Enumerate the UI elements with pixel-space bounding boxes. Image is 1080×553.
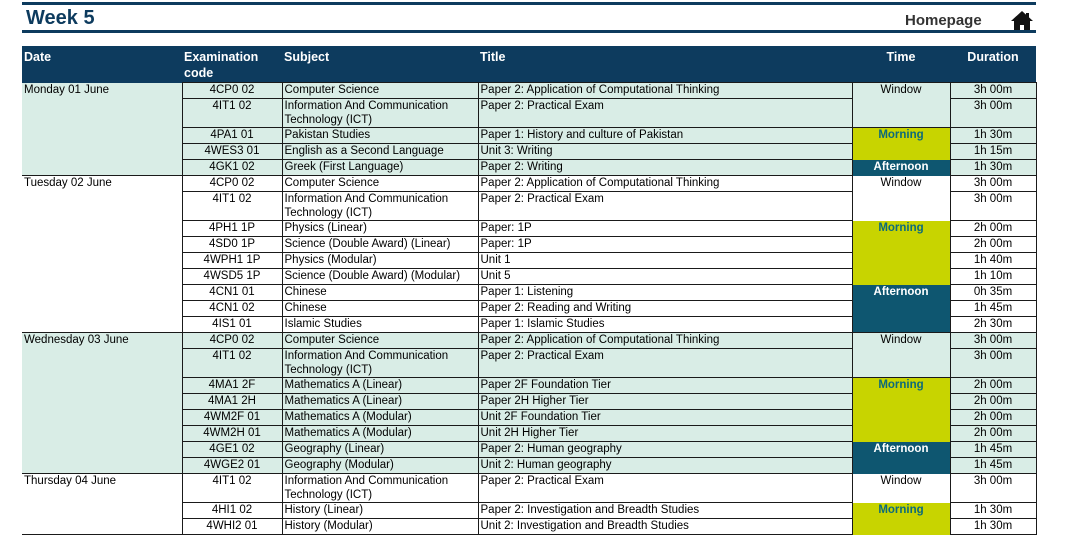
code-cell: 4WES3 01 bbox=[182, 144, 282, 160]
duration-cell: 2h 00m bbox=[950, 394, 1036, 410]
code-cell: 4WHI2 01 bbox=[182, 519, 282, 535]
subject-cell: Information And Communication Technology (ICT) bbox=[282, 474, 478, 503]
title-cell: Paper 2: Application of Computational Thinking bbox=[478, 176, 852, 192]
title-cell: Paper 1: Listening bbox=[478, 285, 852, 301]
subject-cell: Physics (Linear) bbox=[282, 221, 478, 237]
title-cell: Paper 2: Practical Exam bbox=[478, 474, 852, 503]
session-afternoon-cell: Afternoon bbox=[852, 285, 950, 333]
title-cell: Paper 2: Practical Exam bbox=[478, 349, 852, 378]
session-morning-cell: Morning bbox=[852, 221, 950, 285]
session-afternoon-cell: Afternoon bbox=[852, 442, 950, 474]
subject-cell: Information And Communication Technology (ICT) bbox=[282, 349, 478, 378]
subject-cell: Science (Double Award) (Modular) bbox=[282, 269, 478, 285]
code-cell: 4IT1 02 bbox=[182, 349, 282, 378]
title-cell: Unit 5 bbox=[478, 269, 852, 285]
header-title: Title bbox=[478, 46, 852, 83]
code-cell: 4IS1 01 bbox=[182, 317, 282, 333]
header-code: Examination code bbox=[182, 46, 282, 83]
table-row bbox=[22, 333, 1036, 349]
header-duration: Duration bbox=[950, 46, 1036, 83]
code-cell: 4PH1 1P bbox=[182, 221, 282, 237]
code-cell: 4WM2H 01 bbox=[182, 426, 282, 442]
title-cell: Unit 1 bbox=[478, 253, 852, 269]
duration-cell: 1h 30m bbox=[950, 128, 1036, 144]
duration-cell: 1h 15m bbox=[950, 144, 1036, 160]
duration-cell: 1h 10m bbox=[950, 269, 1036, 285]
duration-cell: 1h 30m bbox=[950, 160, 1036, 176]
title-cell: Paper 2: Writing bbox=[478, 160, 852, 176]
duration-cell: 3h 00m bbox=[950, 474, 1036, 503]
title-cell: Paper: 1P bbox=[478, 237, 852, 253]
title-cell: Paper 2F Foundation Tier bbox=[478, 378, 852, 394]
subject-cell: English as a Second Language bbox=[282, 144, 478, 160]
subject-cell: History (Modular) bbox=[282, 519, 478, 535]
subject-cell: Geography (Modular) bbox=[282, 458, 478, 474]
subject-cell: Mathematics A (Linear) bbox=[282, 378, 478, 394]
duration-cell: 3h 00m bbox=[950, 349, 1036, 378]
title-cell: Paper: 1P bbox=[478, 221, 852, 237]
title-cell: Paper 2: Reading and Writing bbox=[478, 301, 852, 317]
code-cell: 4CP0 02 bbox=[182, 83, 282, 99]
subject-cell: Mathematics A (Linear) bbox=[282, 394, 478, 410]
code-cell: 4GE1 02 bbox=[182, 442, 282, 458]
exam-timetable bbox=[22, 46, 1037, 535]
homepage-link[interactable]: Homepage bbox=[905, 12, 982, 29]
page-title: Week 5 bbox=[26, 7, 95, 29]
title-cell: Paper 2: Application of Computational Thinking bbox=[478, 333, 852, 349]
code-cell: 4CN1 02 bbox=[182, 301, 282, 317]
duration-cell: 3h 00m bbox=[950, 192, 1036, 221]
duration-cell: 2h 00m bbox=[950, 221, 1036, 237]
session-window-cell: Window bbox=[852, 176, 950, 221]
code-cell: 4IT1 02 bbox=[182, 99, 282, 128]
title-cell: Unit 2: Human geography bbox=[478, 458, 852, 474]
header-rule bbox=[22, 30, 1036, 33]
subject-cell: Computer Science bbox=[282, 176, 478, 192]
duration-cell: 2h 00m bbox=[950, 410, 1036, 426]
session-morning-cell: Morning bbox=[852, 378, 950, 442]
top-rule bbox=[22, 2, 1036, 5]
duration-cell: 2h 00m bbox=[950, 237, 1036, 253]
code-cell: 4CN1 01 bbox=[182, 285, 282, 301]
duration-cell: 2h 00m bbox=[950, 426, 1036, 442]
subject-cell: Mathematics A (Modular) bbox=[282, 410, 478, 426]
subject-cell: Greek (First Language) bbox=[282, 160, 478, 176]
date-cell: Tuesday 02 June bbox=[22, 176, 182, 333]
title-cell: Paper 1: History and culture of Pakistan bbox=[478, 128, 852, 144]
header-date: Date bbox=[22, 46, 182, 83]
code-cell: 4CP0 02 bbox=[182, 333, 282, 349]
code-cell: 4CP0 02 bbox=[182, 176, 282, 192]
session-afternoon-cell: Afternoon bbox=[852, 160, 950, 176]
code-cell: 4IT1 02 bbox=[182, 192, 282, 221]
session-morning-cell: Morning bbox=[852, 128, 950, 160]
duration-cell: 1h 45m bbox=[950, 458, 1036, 474]
duration-cell: 3h 00m bbox=[950, 99, 1036, 128]
duration-cell: 1h 40m bbox=[950, 253, 1036, 269]
subject-cell: Mathematics A (Modular) bbox=[282, 426, 478, 442]
code-cell: 4GK1 02 bbox=[182, 160, 282, 176]
header-subject: Subject bbox=[282, 46, 478, 83]
code-cell: 4WGE2 01 bbox=[182, 458, 282, 474]
title-cell: Paper 2: Application of Computational Thinking bbox=[478, 83, 852, 99]
duration-cell: 1h 30m bbox=[950, 503, 1036, 519]
subject-cell: Science (Double Award) (Linear) bbox=[282, 237, 478, 253]
subject-cell: Computer Science bbox=[282, 333, 478, 349]
duration-cell: 0h 35m bbox=[950, 285, 1036, 301]
duration-cell: 3h 00m bbox=[950, 83, 1036, 99]
table-body bbox=[22, 83, 1036, 535]
subject-cell: Chinese bbox=[282, 301, 478, 317]
duration-cell: 1h 45m bbox=[950, 442, 1036, 458]
home-icon[interactable] bbox=[1010, 10, 1034, 32]
session-window-cell: Window bbox=[852, 83, 950, 128]
title-cell: Paper 2: Practical Exam bbox=[478, 99, 852, 128]
duration-cell: 2h 00m bbox=[950, 378, 1036, 394]
title-cell: Paper 1: Islamic Studies bbox=[478, 317, 852, 333]
code-cell: 4PA1 01 bbox=[182, 128, 282, 144]
subject-cell: Information And Communication Technology (ICT) bbox=[282, 99, 478, 128]
header-time: Time bbox=[852, 46, 950, 83]
date-cell: Thursday 04 June bbox=[22, 474, 182, 535]
table-header-row bbox=[22, 46, 1036, 83]
session-window-cell: Window bbox=[852, 333, 950, 378]
table-row bbox=[22, 176, 1036, 192]
title-cell: Unit 2F Foundation Tier bbox=[478, 410, 852, 426]
subject-cell: Geography (Linear) bbox=[282, 442, 478, 458]
code-cell: 4SD0 1P bbox=[182, 237, 282, 253]
session-window-cell: Window bbox=[852, 474, 950, 503]
subject-cell: Chinese bbox=[282, 285, 478, 301]
code-cell: 4WM2F 01 bbox=[182, 410, 282, 426]
duration-cell: 3h 00m bbox=[950, 333, 1036, 349]
title-cell: Paper 2H Higher Tier bbox=[478, 394, 852, 410]
duration-cell: 1h 30m bbox=[950, 519, 1036, 535]
title-cell: Paper 2: Investigation and Breadth Studies bbox=[478, 503, 852, 519]
code-cell: 4WSD5 1P bbox=[182, 269, 282, 285]
subject-cell: Information And Communication Technology (ICT) bbox=[282, 192, 478, 221]
duration-cell: 1h 45m bbox=[950, 301, 1036, 317]
title-cell: Paper 2: Practical Exam bbox=[478, 192, 852, 221]
session-morning-cell: Morning bbox=[852, 503, 950, 535]
title-cell: Unit 3: Writing bbox=[478, 144, 852, 160]
subject-cell: History (Linear) bbox=[282, 503, 478, 519]
date-cell: Wednesday 03 June bbox=[22, 333, 182, 474]
code-cell: 4MA1 2F bbox=[182, 378, 282, 394]
table-row bbox=[22, 83, 1036, 99]
code-cell: 4MA1 2H bbox=[182, 394, 282, 410]
duration-cell: 2h 30m bbox=[950, 317, 1036, 333]
title-cell: Unit 2: Investigation and Breadth Studies bbox=[478, 519, 852, 535]
subject-cell: Islamic Studies bbox=[282, 317, 478, 333]
code-cell: 4HI1 02 bbox=[182, 503, 282, 519]
subject-cell: Physics (Modular) bbox=[282, 253, 478, 269]
title-cell: Unit 2H Higher Tier bbox=[478, 426, 852, 442]
title-cell: Paper 2: Human geography bbox=[478, 442, 852, 458]
date-cell: Monday 01 June bbox=[22, 83, 182, 176]
table-row bbox=[22, 474, 1036, 503]
code-cell: 4WPH1 1P bbox=[182, 253, 282, 269]
subject-cell: Computer Science bbox=[282, 83, 478, 99]
duration-cell: 3h 00m bbox=[950, 176, 1036, 192]
subject-cell: Pakistan Studies bbox=[282, 128, 478, 144]
code-cell: 4IT1 02 bbox=[182, 474, 282, 503]
